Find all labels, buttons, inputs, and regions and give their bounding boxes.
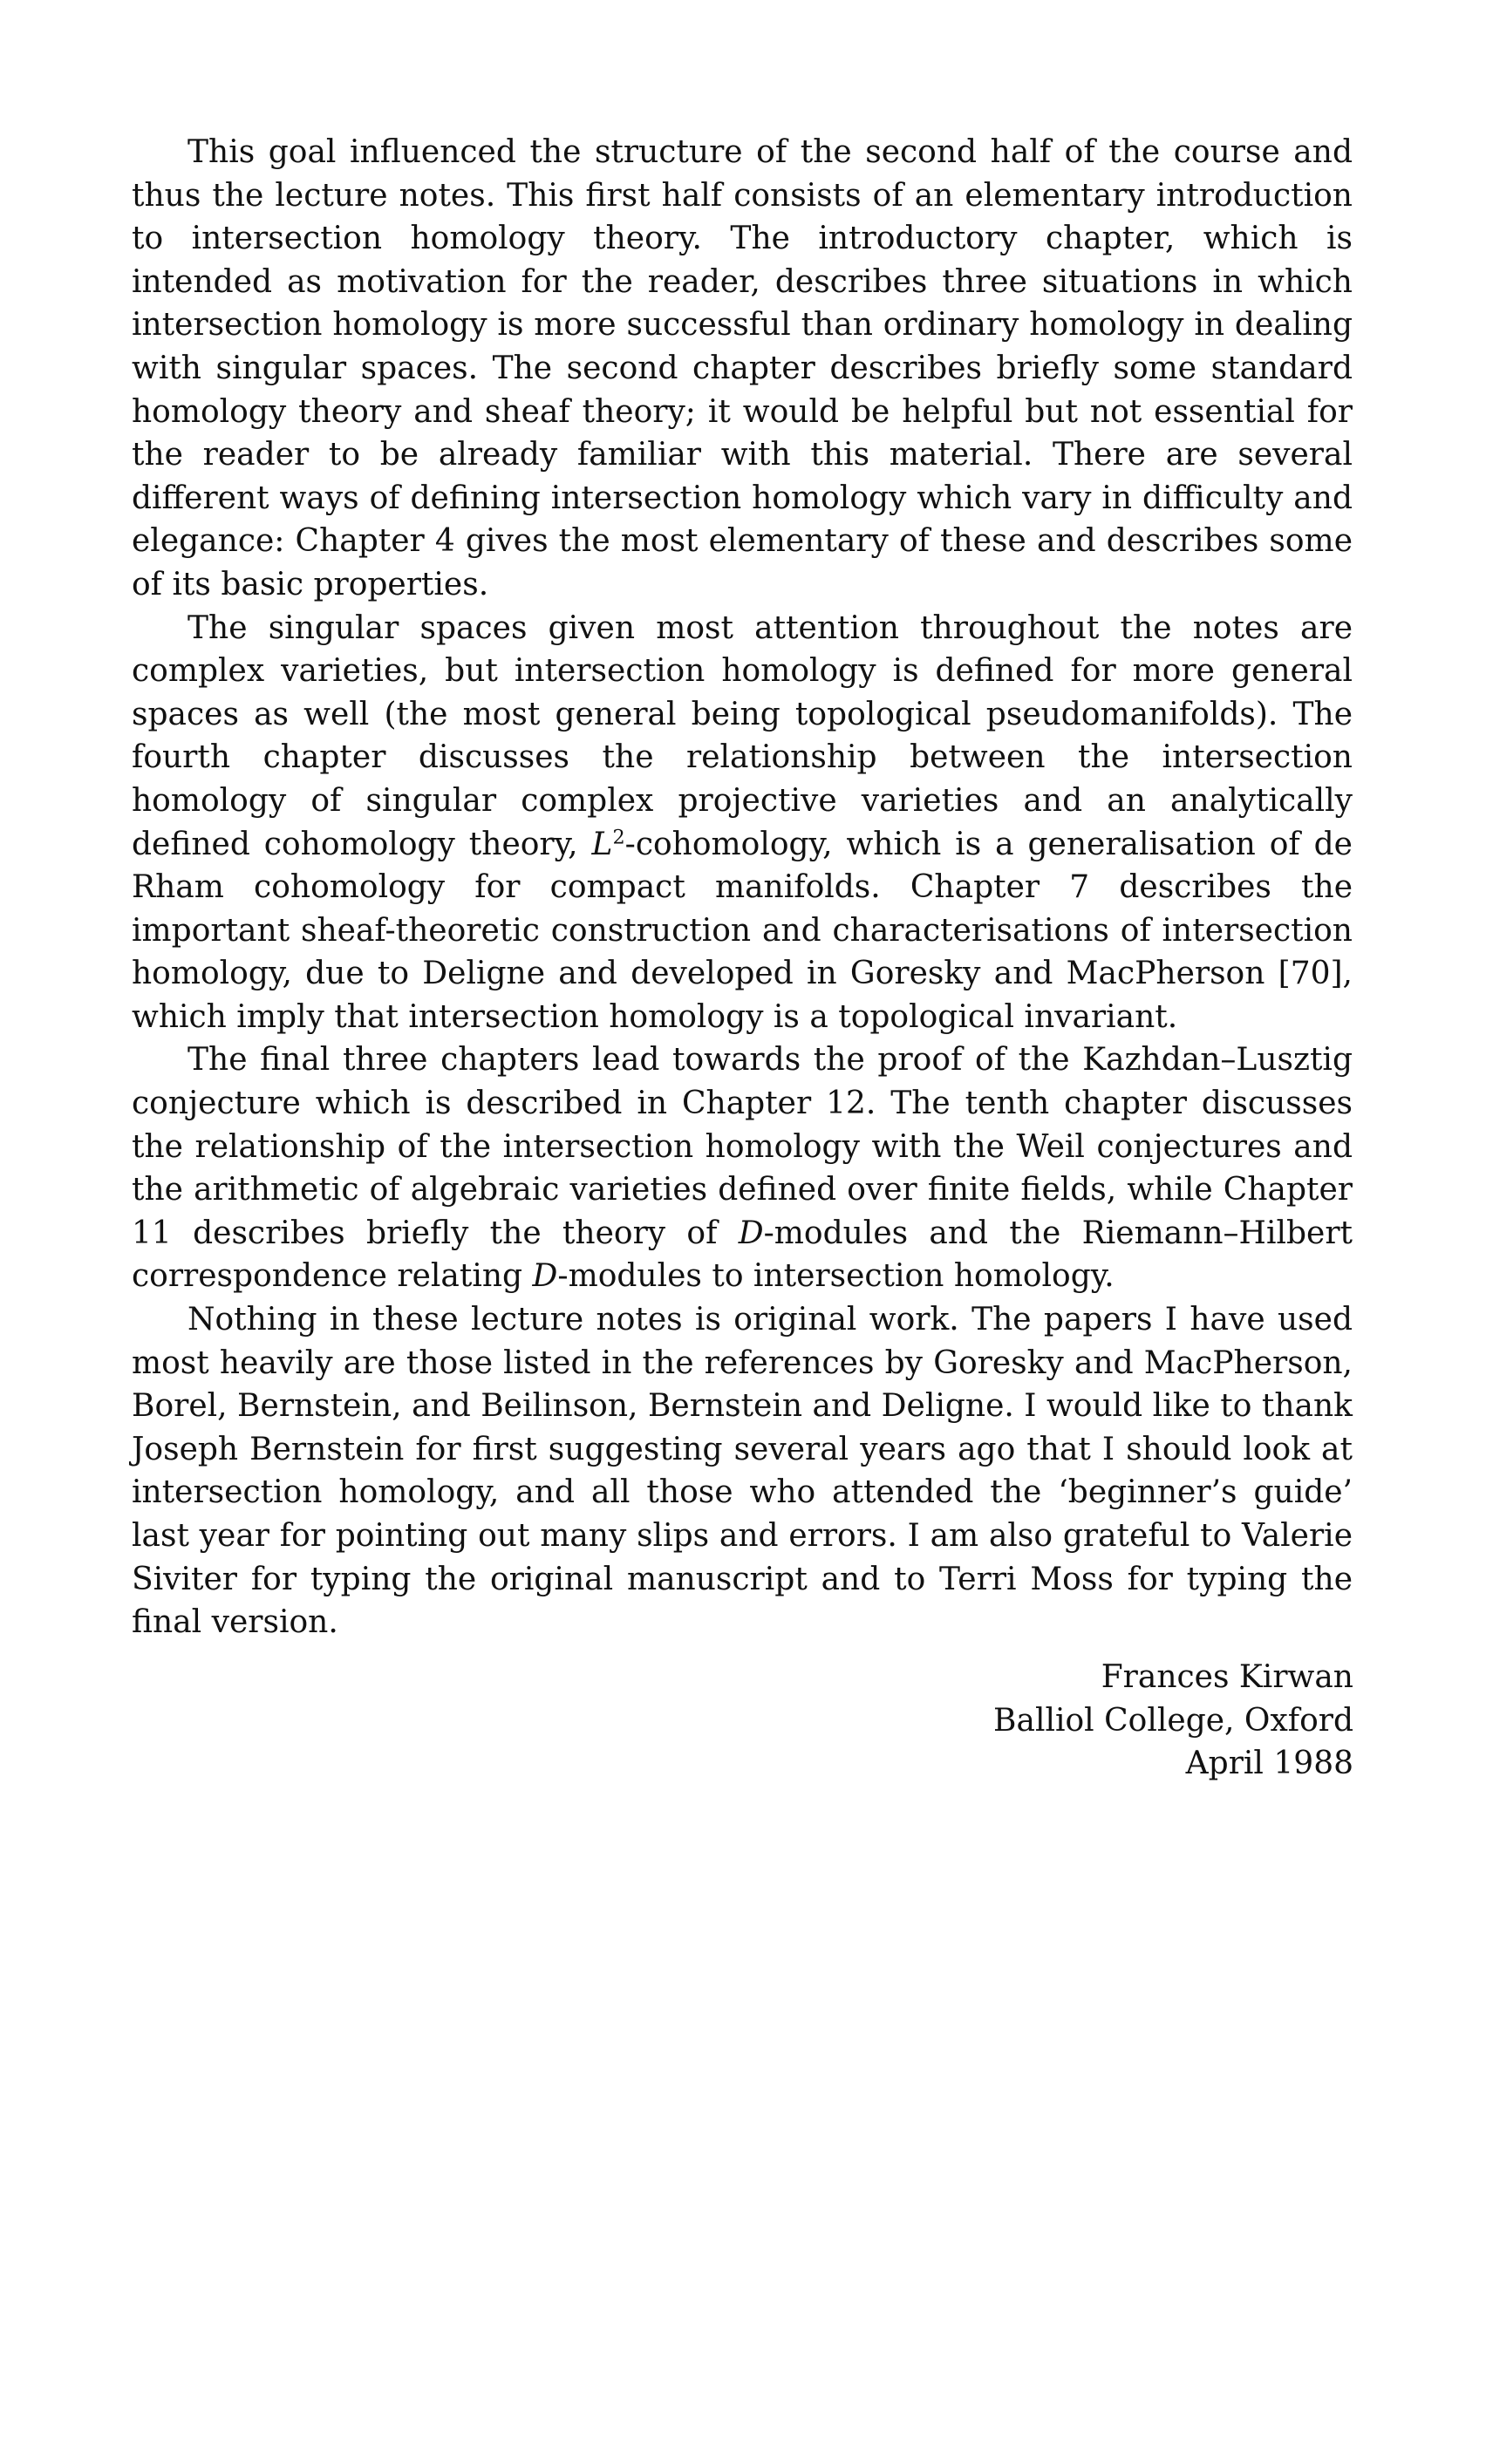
signature-block xyxy=(993,1656,1353,1786)
l2-superscript: 2 xyxy=(612,826,625,849)
paragraph-4 xyxy=(132,1298,1353,1644)
paragraph-4-text: Nothing in these lecture notes is original work. The papers I have used most heavily are those listed in the references by Goresky and MacPherson, Borel, Bernstein, and Beilinson, Bernstein and Deligne. I would like to thank Joseph Bernstein for first suggesting several years ago that I should look at intersection homology, and all those who attended the ‘beginner’s guide’ last year for pointing out many slips and errors. I am also grateful to Valerie Siviter for typing the original manuscript and to Terri Moss for typing the final version. xyxy=(132,1302,1353,1641)
paragraph-3-text-a: The final three chapters lead towards the proof of the Kazhdan–Lusztig conjecture which is described in Chapter 12. The tenth chapter discusses the relationship of the intersection homology with the Weil conjectures and the arithmetic of algebraic varieties defined over finite fields, while Chapter 11 describes briefly the theory of xyxy=(132,1042,1353,1251)
signature-date: April 1988 xyxy=(1185,1746,1353,1782)
d-symbol-1: D xyxy=(738,1215,764,1251)
paragraph-1 xyxy=(132,131,1353,607)
paragraph-1-text: This goal influenced the structure of the second half of the course and thus the lecture notes. This first half consists of an elementary introduction to intersection homology theory. The introductory chapter, which is intended as motivation for the reader, describes three situations in which intersection homology is more successful than ordinary homology in dealing with singular spaces. The second chapter describes briefly some standard homology theory and sheaf theory; it would be helpful but not essential for the reader to be already familiar with this material. There are several different ways of defining intersection homology which vary in difficulty and elegance: Chapter 4 gives the most elementary of these and describes some of its basic properties. xyxy=(132,134,1353,602)
paragraph-2 xyxy=(132,607,1353,1039)
paragraph-3-text-c: -modules to intersection homology. xyxy=(557,1258,1114,1295)
author-affiliation: Balliol College, Oxford xyxy=(993,1702,1353,1739)
paragraph-2-text-b: -cohomology, which is a generalisation of de Rham cohomology for compact manifolds. Chapter 7 describes the important sheaf-theoretic construction and characterisations of intersection homology, due to Deligne and developed in Goresky and MacPherson [70], which imply that intersection homology is a topological invariant. xyxy=(132,826,1353,1035)
paragraph-3 xyxy=(132,1038,1353,1298)
paragraph-2-text-a: The singular spaces given most attention throughout the notes are complex varieties, but intersection homology is defined for more general spaces as well (the most general being topological pseudomanifolds). The fourth chapter discusses the relationship between the intersection homology of singular complex projective varieties and an analytically defined cohomology theory, xyxy=(132,609,1353,862)
l2-symbol: L xyxy=(591,826,613,862)
d-symbol-2: D xyxy=(532,1258,558,1295)
author-name: Frances Kirwan xyxy=(1101,1659,1353,1695)
paragraph-3-text-b: -modules and the Riemann–Hilbert correspondence relating xyxy=(132,1215,1353,1295)
preface-body xyxy=(132,131,1353,1644)
